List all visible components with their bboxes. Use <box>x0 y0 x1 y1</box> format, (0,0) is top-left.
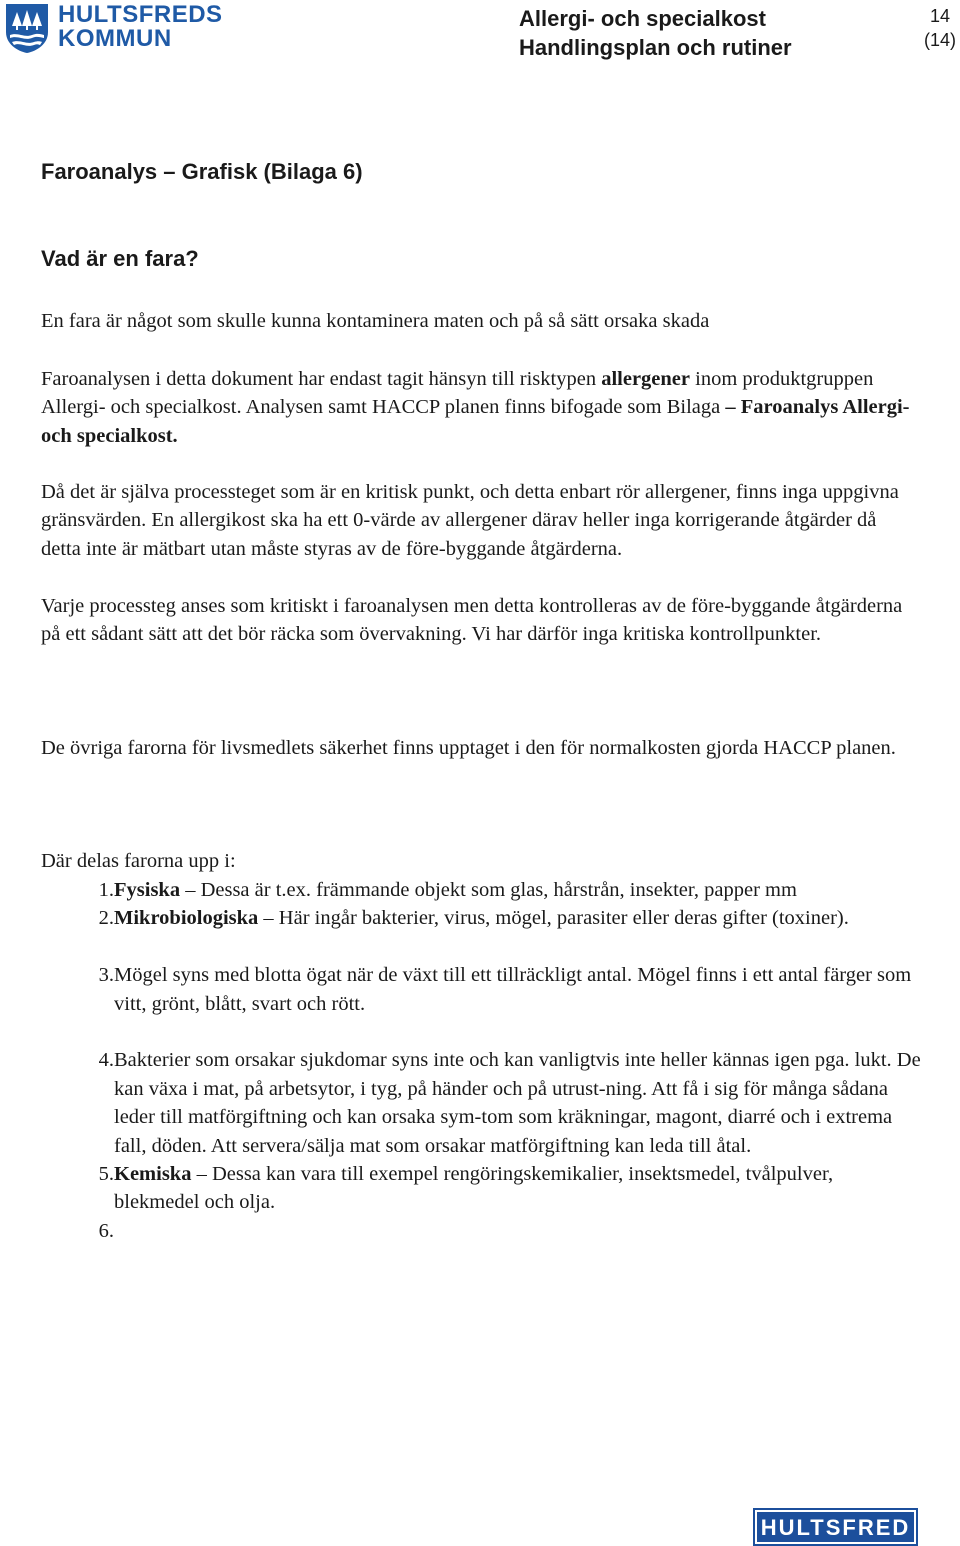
list-item <box>41 1046 921 1160</box>
list-item-number: 4. <box>98 1049 114 1072</box>
list-item-term: Kemiska <box>114 1163 192 1186</box>
subsection-heading: Vad är en fara? <box>41 246 199 271</box>
footer-logo-text: HULTSFRED <box>760 1515 911 1540</box>
page-current: 14 <box>929 6 950 26</box>
list-item-number: 3. <box>98 964 114 987</box>
list-item <box>41 1217 921 1245</box>
paragraph-scope <box>41 365 921 450</box>
list-item-term: Mikrobiologiska <box>114 907 259 930</box>
logo-wordmark <box>58 3 223 51</box>
paragraph-scope-bold2: – Faroanalys Allergi- och specialkost. <box>41 396 910 447</box>
list-item-text: Bakterier som orsakar sjukdomar syns inte och kan vanligtvis inte heller kännas igen pga. lukt. De kan växa i mat, på arbetsytor, i tyg, på händer och på utrust-ning. Att få i sig för många sådana leder till matförgiftning och kan orsaka sym-tom som kräkningar, magont, diarré och i extrema fall, döden. Att servera/sälja mat som orsakar matförgiftning kan leda till åtal. <box>114 1049 921 1157</box>
paragraph-critical-point: Då det är själva processteget som är en kritisk punkt, och detta enbart rör allergener, finns inga uppgivna gränsvärden. En allergikost ska ha ett 0-värde av allergener därav heller inga korrigerande åtgärder då detta inte är mätbart utan måste styras av de före-byggande åtgärderna. <box>41 481 899 560</box>
paragraph-scope-text1: Faroanalysen i detta dokument har endast tagit hänsyn till risktypen <box>41 368 602 390</box>
municipality-logo <box>4 2 223 54</box>
list-item-text: Mögel syns med blotta ögat när de växt till ett tillräckligt antal. Mögel finns i ett antal färger som vitt, grönt, blått, svart och rött. <box>114 964 912 1015</box>
footer-logo <box>753 1508 918 1546</box>
hazard-list <box>41 876 921 1245</box>
list-item-number: 2. <box>98 907 114 930</box>
list-intro: Där delas farorna upp i: <box>41 850 236 872</box>
list-item-text: – Här ingår bakterier, virus, mögel, parasiter eller deras gifter (toxiner). <box>258 907 849 930</box>
page-number <box>924 4 956 52</box>
list-item <box>41 961 921 1018</box>
list-item <box>41 1160 921 1217</box>
list-item <box>41 876 921 904</box>
list-item-number: 5. <box>98 1163 114 1186</box>
crest-icon <box>4 2 50 54</box>
list-item-text: – Dessa kan vara till exempel rengöringskemikalier, insektsmedel, tvålpulver, blekmedel och olja. <box>114 1163 834 1214</box>
document-title-line1: Allergi- och specialkost <box>519 6 766 31</box>
list-item <box>41 904 921 932</box>
list-item-text: – Dessa är t.ex. främmande objekt som glas, hårstrån, insekter, papper mm <box>180 879 797 901</box>
list-item-term: Fysiska <box>114 879 181 901</box>
paragraph-scope-text2: inom produktgruppen Allergi- och specialkost. Analysen samt HACCP planen finns bifogade som Bilaga <box>41 368 874 419</box>
paragraph-other-hazards: De övriga farorna för livsmedlets säkerhet finns upptaget i den för normalkosten gjorda HACCP planen. <box>41 737 896 759</box>
list-item-number: 6. <box>98 1219 114 1242</box>
org-name-line1: HULTSFREDS <box>58 1 223 28</box>
page-total: (14) <box>923 30 956 50</box>
list-item-number: 1. <box>98 879 114 901</box>
document-title-line2: Handlingsplan och rutiner <box>519 35 792 60</box>
paragraph-monitoring: Varje processteg anses som kritiskt i faroanalysen men detta kontrolleras av de före-byggande åtgärderna på ett sådant sätt att det bör räcka som övervakning. Vi har därför inga kritiska kontrollpunkter. <box>41 595 903 646</box>
org-name-line2: KOMMUN <box>58 25 172 52</box>
paragraph-definition: En fara är något som skulle kunna kontaminera maten och på så sätt orsaka skada <box>41 310 710 332</box>
paragraph-scope-bold1: allergener <box>601 368 691 390</box>
document-title <box>519 4 792 62</box>
section-heading: Faroanalys – Grafisk (Bilaga 6) <box>41 159 363 184</box>
